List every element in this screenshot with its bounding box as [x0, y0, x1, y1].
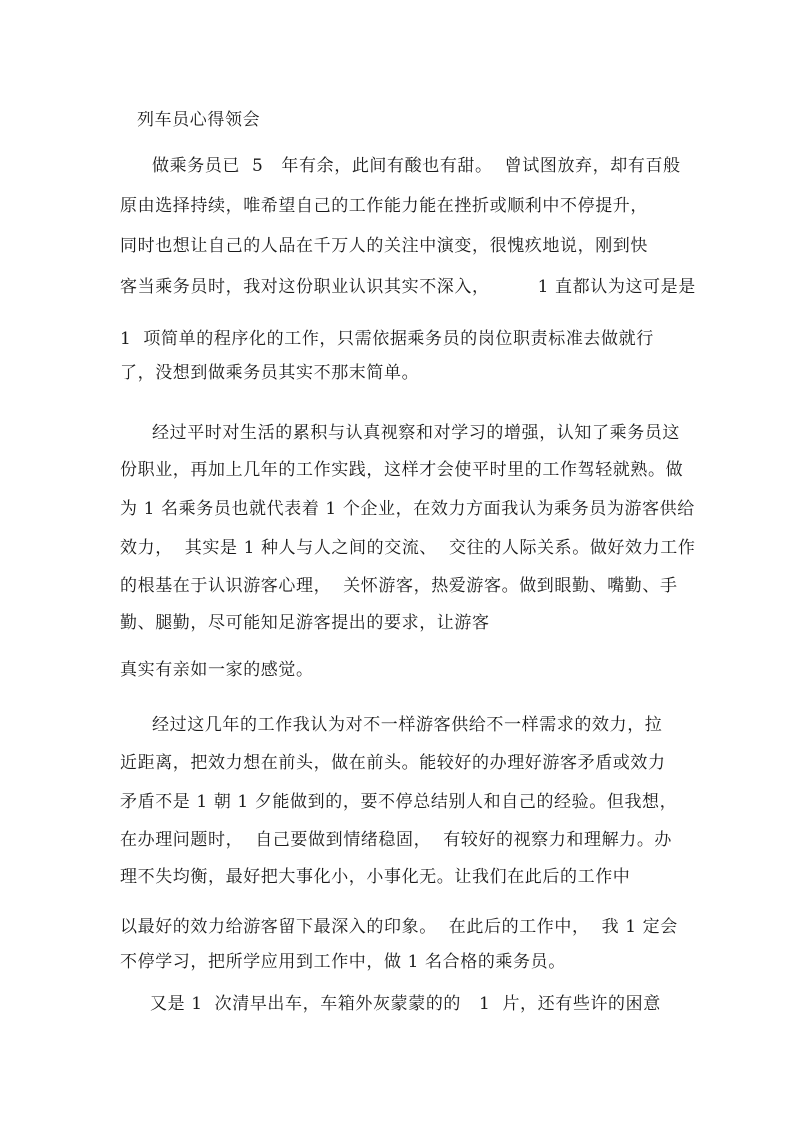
text-line: 经过这几年的工作我认为对不一样游客供给不一样需求的效力，拉 [152, 715, 663, 735]
text-line: 效力， 其实是 1 种人与人之间的交流、 交往的人际关系。做好效力工作 [120, 538, 696, 558]
text-line: 在办理问题时， 自己要做到情绪稳固， 有较好的视察力和理解力。办 [120, 830, 673, 850]
text-line: 不停学习，把所学应用到工作中，做 1 名合格的乘务员。 [120, 952, 566, 972]
text-line: 又是 1 次清早出车，车箱外灰蒙蒙的的 1 片，还有些许的困意 [150, 994, 661, 1014]
text-line: 勤、腿勤，尽可能知足游客提出的要求，让游客 [120, 613, 490, 633]
text-line: 同时也想让自己的人品在千万人的关注中演变，很愧疚地说，刚到快 [120, 236, 648, 256]
text-line: 真实有亲如一家的感觉。 [120, 660, 314, 680]
text-line: 份职业，再加上几年的工作实践，这样才会使平时里的工作驾轻就熟。做 [120, 460, 684, 480]
text-line: 原由选择持续，唯希望自己的工作能力能在挫折或顺利中不停提升， [120, 196, 648, 216]
text-line: 了，没想到做乘务员其实不那末简单。 [120, 363, 420, 383]
text-line: 做乘务员已 5 年有余，此间有酸也有甜。 曾试图放弃，却有百般 [152, 156, 681, 176]
text-line: 为 1 名乘务员也就代表着 1 个企业，在效力方面我认为乘务员为游客供给 [120, 499, 695, 519]
text-line: 以最好的效力给游客留下最深入的印象。 在此后的工作中， 我 1 定会 [120, 917, 678, 937]
page-title: 列车员心得领会 [137, 110, 261, 130]
text-line: 矛盾不是 1 朝 1 夕能做到的，要不停总结别人和自己的经验。但我想， [120, 792, 678, 812]
text-line: 近距离，把效力想在前头，做在前头。能较好的办理好游客矛盾或效力 [120, 753, 666, 773]
text-line: 1 项简单的程序化的工作，只需依据乘务员的岗位职责标准去做就行 [120, 329, 654, 349]
text-line: 客当乘务员时，我对这份职业认识其实不深入， 1 直都认为这可是是 [120, 277, 696, 297]
text-line: 经过平时对生活的累积与认真视察和对学习的增强，认知了乘务员这 [152, 423, 680, 443]
text-line: 的根基在于认识游客心理， 关怀游客，热爱游客。做到眼勤、嘴勤、手 [120, 576, 678, 596]
text-line: 理不失均衡，最好把大事化小，小事化无。让我们在此后的工作中 [120, 867, 631, 887]
